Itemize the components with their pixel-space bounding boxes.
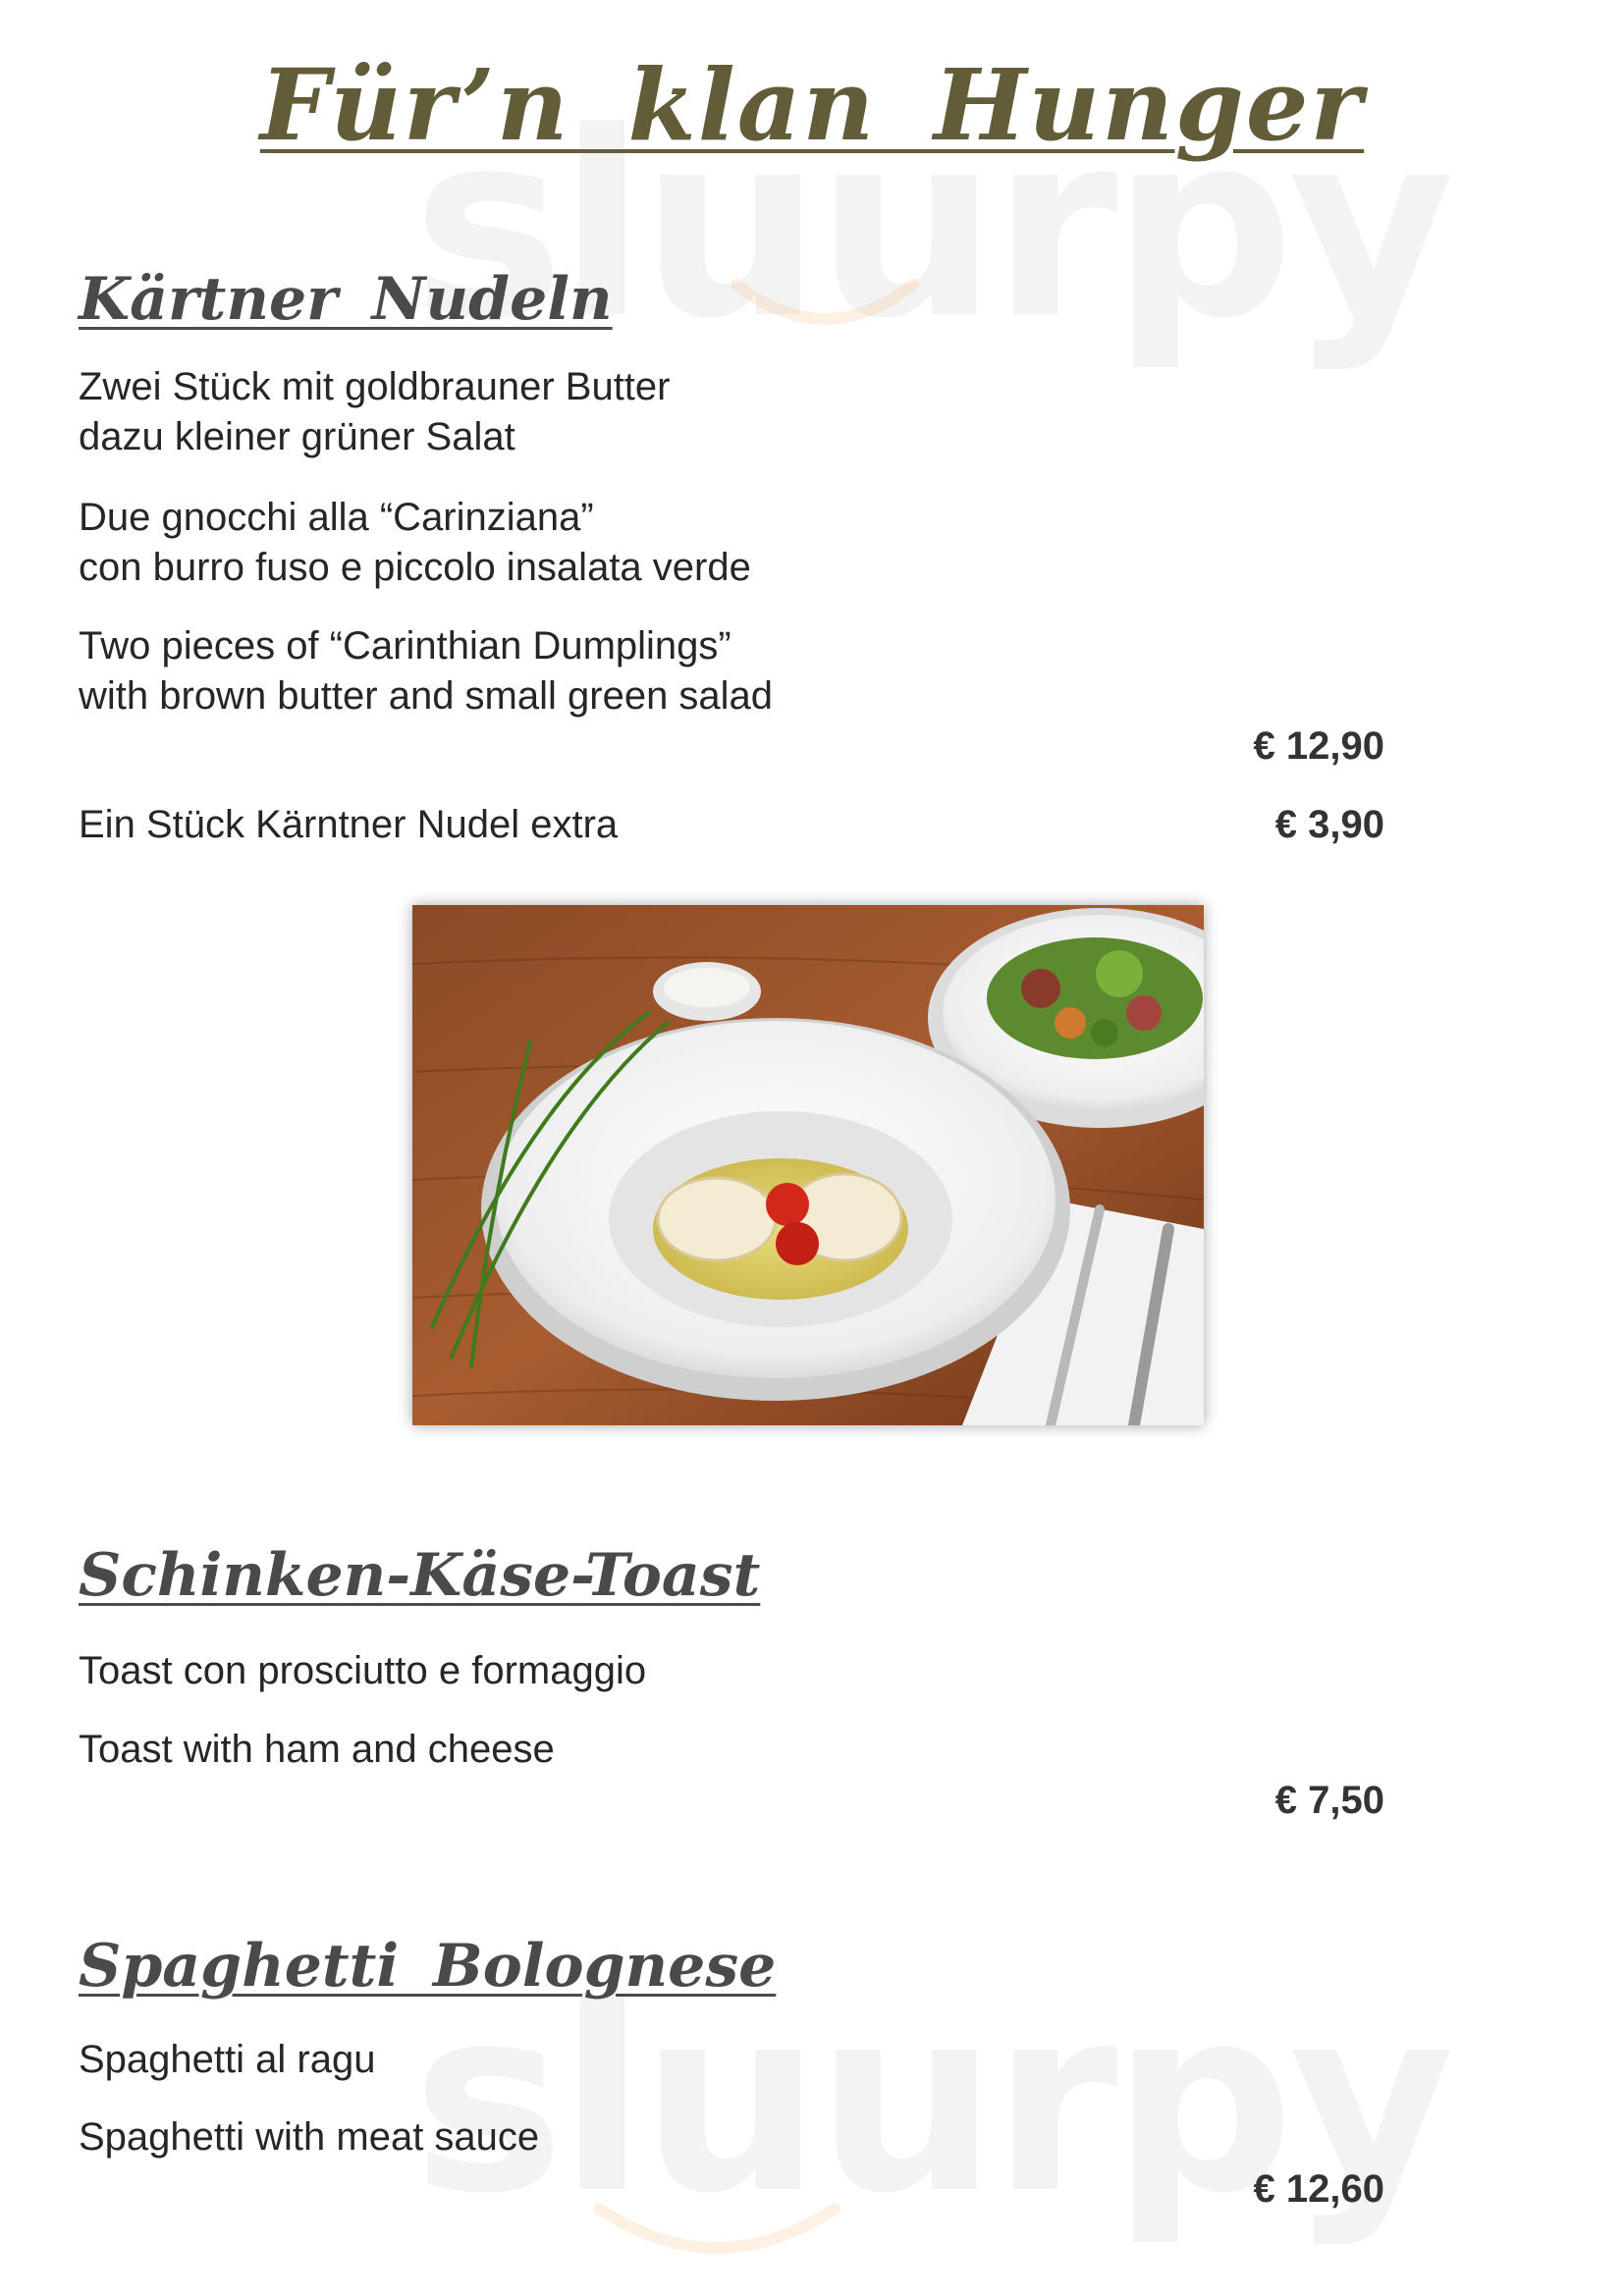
section-heading-schinken-kaese-toast: Schinken-Käse-Toast: [79, 1541, 761, 1610]
watermark-smile-icon: [727, 265, 923, 353]
extra-item-label: Ein Stück Kärntner Nudel extra: [79, 803, 619, 846]
dish-photo: [412, 905, 1204, 1425]
dish-description-en-2: with brown butter and small green salad: [79, 674, 774, 718]
dish-description-en-1: Two pieces of “Carinthian Dumplings”: [79, 624, 731, 667]
page-title: Für’n klan Hunger: [259, 47, 1365, 163]
dish-description-it-2: con burro fuso e piccolo insalata verde: [79, 546, 751, 589]
dish-description-en: Spaghetti with meat sauce: [79, 2115, 540, 2159]
extra-item-price: € 3,90: [1274, 803, 1384, 846]
watermark-smile-icon: [589, 2189, 844, 2277]
dish-price: € 12,90: [1253, 724, 1384, 768]
dish-price: € 7,50: [1274, 1779, 1384, 1822]
dish-description-it: Toast con prosciutto e formaggio: [79, 1649, 647, 1692]
dish-description-de-1: Zwei Stück mit goldbrauner Butter: [79, 365, 671, 408]
section-heading-spaghetti-bolognese: Spaghetti Bolognese: [79, 1932, 777, 2001]
dish-description-it-1: Due gnocchi alla “Carinziana”: [79, 496, 594, 539]
section-heading-kaertner-nudeln: Kärtner Nudeln: [79, 265, 613, 334]
dish-description-en: Toast with ham and cheese: [79, 1728, 555, 1771]
dish-price: € 12,60: [1253, 2167, 1384, 2211]
dish-description-de-2: dazu kleiner grüner Salat: [79, 415, 515, 458]
dish-description-it: Spaghetti al ragu: [79, 2038, 376, 2081]
